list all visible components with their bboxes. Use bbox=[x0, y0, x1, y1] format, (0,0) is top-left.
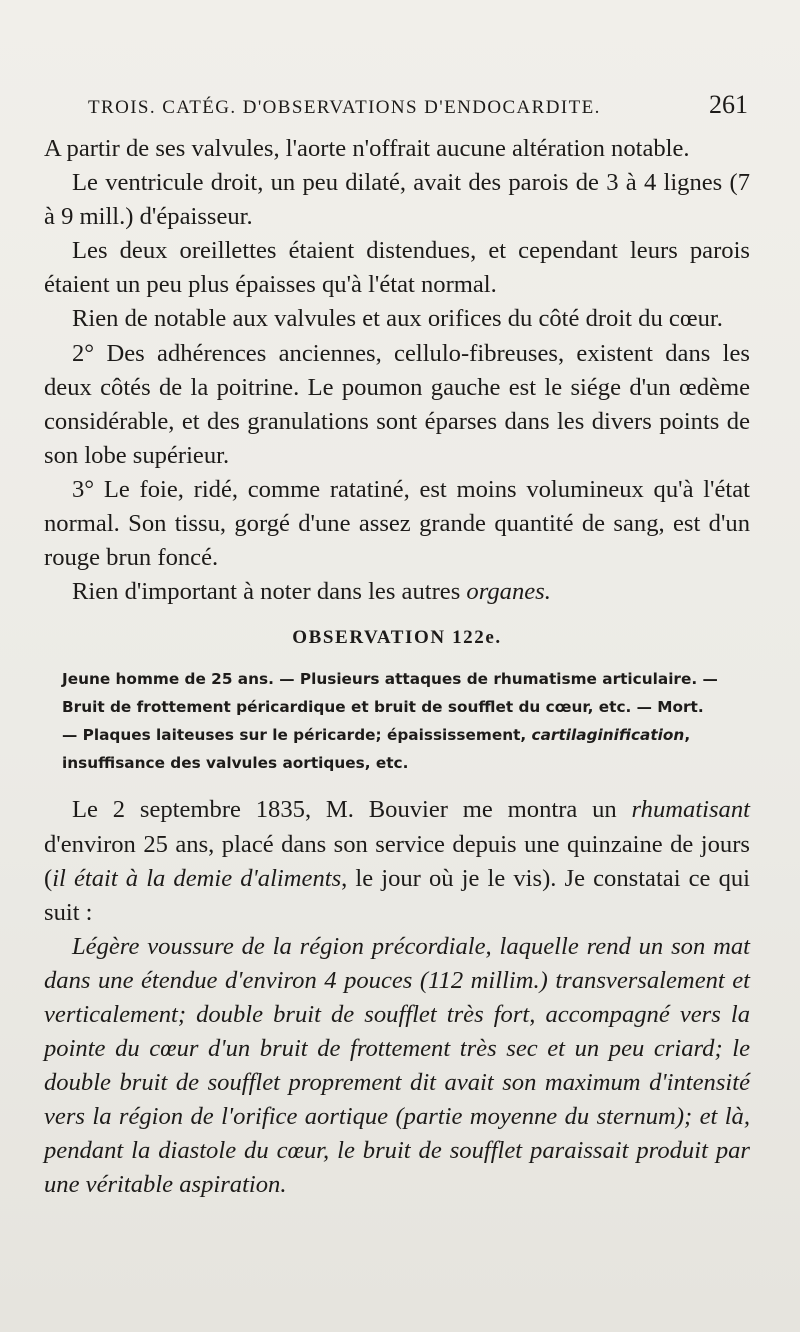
paragraph-case-intro bbox=[44, 793, 750, 929]
summary-line: insuffisance des valvules aortiques, etc. bbox=[62, 754, 409, 773]
paragraph-aorte: A partir de ses valvules, l'aorte n'offrait aucune altération notable. bbox=[44, 135, 690, 162]
observation-summary bbox=[62, 665, 750, 777]
paragraph-oreillettes: Les deux oreillettes étaient distendues, et cependant leurs parois étaient un peu plus épaisses qu'à l'état normal. bbox=[44, 237, 750, 299]
paragraph-clinical-findings: Légère voussure de la région précordiale, laquelle rend un son mat dans une étendue d'environ 4 pouces (112 millim.) transversalement et verticalement; double bruit de soufflet très fort, accompagné vers la pointe du cœur d'un bruit de frottement très sec et un peu criard; le double bruit de soufflet proprement dit avait son maximum d'intensité vers la région de l'orifice aortique (partie moyenne du sternum); et là, pendant la diastole du cœur, le bruit de soufflet paraissait produit par une véritable aspiration. bbox=[44, 932, 750, 1199]
summary-line-text: — Plaques laiteuses sur le péricarde; épaississement, bbox=[62, 726, 532, 745]
summary-line-italic: cartilaginification bbox=[531, 726, 685, 745]
paragraph-organes-text: Rien d'important à noter dans les autres bbox=[72, 578, 467, 606]
paragraph-foie: 3° Le foie, ridé, comme ratatiné, est moins volumineux qu'à l'état normal. Son tissu, gorgé d'une assez grande quantité de sang, est d'un rouge brun foncé. bbox=[44, 475, 750, 572]
summary-line: Bruit de frottement péricardique et bruit de soufflet du cœur, etc. — Mort. bbox=[62, 698, 704, 717]
paragraph-organes-italic: organes. bbox=[466, 578, 551, 606]
summary-line bbox=[62, 721, 750, 749]
running-head: TROIS. CATÉG. D'OBSERVATIONS D'ENDOCARDITE. bbox=[88, 97, 601, 118]
case-text: Le 2 septembre 1835, M. Bouvier me montra un bbox=[72, 796, 632, 824]
case-italic: il était à la demie d'aliments bbox=[52, 864, 342, 892]
page-header bbox=[88, 90, 748, 120]
paragraph-ventricule: Le ventricule droit, un peu dilaté, avait des parois de 3 à 4 lignes (7 à 9 mill.) d'épaisseur. bbox=[44, 169, 750, 231]
paragraph-organes bbox=[44, 575, 750, 609]
case-text: d'environ 25 ans, placé dans son service depuis une quinzaine de jours ( bbox=[44, 830, 750, 892]
page-body bbox=[44, 132, 750, 1203]
case-text: , le jour où je le vis). Je constatai ce qui suit : bbox=[44, 864, 750, 926]
summary-line: Jeune homme de 25 ans. — Plusieurs attaques de rhumatisme articulaire. — bbox=[62, 670, 718, 689]
case-italic: rhumatisant bbox=[631, 796, 750, 824]
summary-line-comma: , bbox=[684, 726, 691, 745]
paragraph-valvules-droites: Rien de notable aux valvules et aux orifices du côté droit du cœur. bbox=[72, 305, 723, 333]
observation-title: OBSERVATION 122e. bbox=[292, 627, 502, 649]
page-number: 261 bbox=[709, 90, 748, 119]
paragraph-poitrine: 2° Des adhérences anciennes, cellulo-fibreuses, existent dans les deux côtés de la poitrine. Le poumon gauche est le siége d'un œdème considérable, et des granulations sont éparses dans les divers points de son lobe supérieur. bbox=[44, 339, 750, 469]
